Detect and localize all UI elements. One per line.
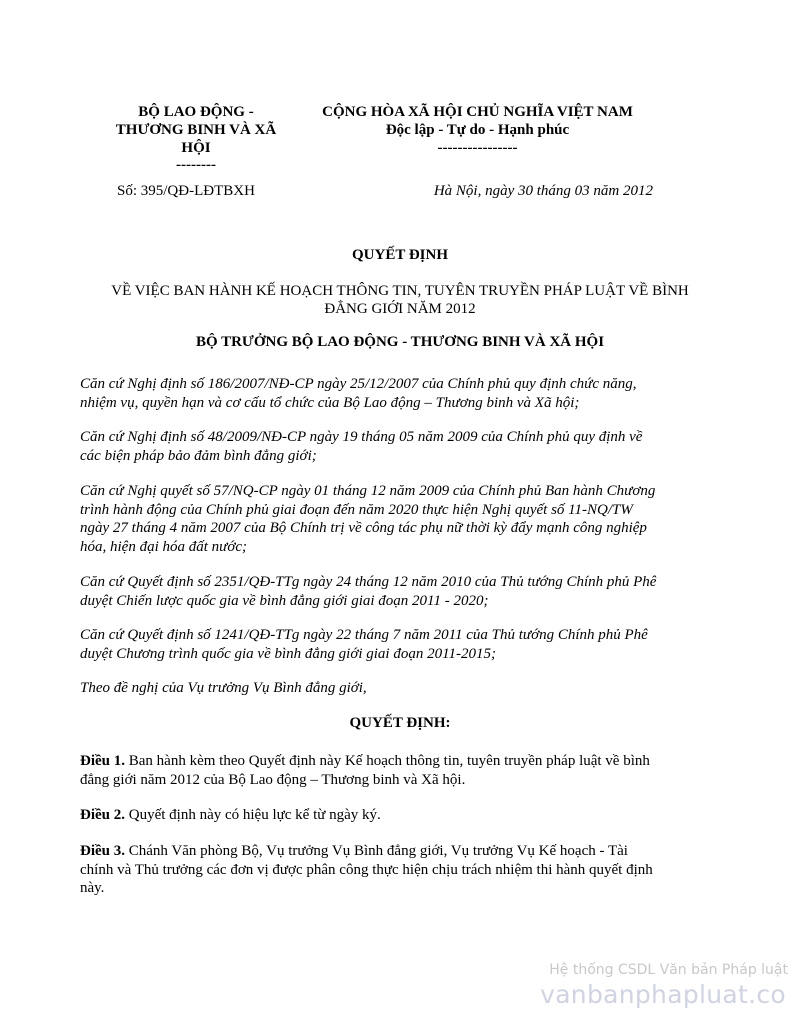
agency-divider: -------- [176, 157, 216, 173]
document-subtitle [80, 282, 720, 318]
national-title: CỘNG HÒA XÃ HỘI CHỦ NGHĨA VIỆT NAM [322, 104, 633, 120]
article-text: chính và Thủ trưởng các đơn vị được phân công thực hiện chịu trách nhiệm thi hành quyết định [80, 861, 653, 878]
article-3 [80, 842, 725, 898]
preamble-line: duyệt Chiến lược quốc gia về bình đẳng giới giai đoạn 2011 - 2020; [80, 592, 489, 609]
article-1 [80, 752, 725, 789]
agency-name-line1: BỘ LAO ĐỘNG - [138, 104, 254, 120]
article-text: đẳng giới năm 2012 của Bộ Lao động – Thương binh và Xã hội. [80, 771, 466, 788]
document-title: QUYẾT ĐỊNH [352, 247, 448, 263]
document-number: Số: 395/QĐ-LĐTBXH [117, 183, 255, 199]
preamble-line: Căn cứ Nghị quyết số 57/NQ-CP ngày 01 tháng 12 năm 2009 của Chính phủ Ban hành Chương [80, 483, 656, 499]
article-label: Điều 1. [80, 753, 125, 769]
article-text: này. [80, 880, 105, 897]
subtitle-line: ĐẲNG GIỚI NĂM 2012 [324, 301, 476, 317]
agency-name-line2: THƯƠNG BINH VÀ XÃ [115, 122, 277, 138]
article-text: Ban hành kèm theo Quyết định này Kế hoạch thông tin, tuyên truyền pháp luật về bình [128, 753, 650, 769]
preamble-line: trình hành động của Chính phủ giai đoạn đến năm 2020 thực hiện Nghị quyết số 11-NQ/TW [80, 501, 633, 518]
article-2 [80, 806, 725, 825]
agency-name-line3: HỘI [181, 140, 211, 156]
preamble-paragraph [80, 375, 725, 412]
preamble-line: các biện pháp bảo đảm bình đẳng giới; [80, 447, 317, 464]
article-label: Điều 2. [80, 807, 125, 823]
preamble-line: Căn cứ Quyết định số 2351/QĐ-TTg ngày 24 tháng 12 năm 2010 của Thủ tướng Chính phủ Phê [80, 574, 657, 590]
article-label: Điều 3. [80, 843, 125, 859]
document-date: Hà Nội, ngày 30 tháng 03 năm 2012 [433, 183, 653, 199]
preamble-paragraph [80, 573, 725, 610]
watermark-site: vanbanphapluat.co [540, 980, 786, 1009]
preamble-line: nhiệm vụ, quyền hạn và cơ cấu tổ chức của Bộ Lao động – Thương binh và Xã hội; [80, 394, 580, 411]
preamble-line: Căn cứ Nghị định số 48/2009/NĐ-CP ngày 19 tháng 05 năm 2009 của Chính phủ quy định về [80, 429, 643, 445]
national-divider: ---------------- [437, 140, 518, 156]
preamble-paragraph [80, 626, 725, 663]
preamble-paragraph [80, 679, 725, 698]
preamble-paragraph [80, 428, 725, 465]
preamble-line: duyệt Chương trình quốc gia về bình đẳng giới giai đoạn 2011-2015; [80, 645, 496, 662]
preamble-line: Theo đề nghị của Vụ trưởng Vụ Bình đẳng giới, [80, 680, 367, 696]
preamble-line: Căn cứ Nghị định số 186/2007/NĐ-CP ngày 25/12/2007 của Chính phủ quy định chức năng, [80, 376, 637, 392]
national-motto: Độc lập - Tự do - Hạnh phúc [385, 122, 570, 138]
preamble-line: hóa, hiện đại hóa đất nước; [80, 538, 247, 555]
preamble-line: ngày 27 tháng 4 năm 2007 của Bộ Chính trị về công tác phụ nữ thời kỳ đẩy mạnh công nghiệp [80, 520, 647, 537]
watermark-caption: Hệ thống CSDL Văn bản Pháp luật [549, 962, 788, 978]
preamble-paragraph [80, 482, 725, 556]
preamble-line: Căn cứ Quyết định số 1241/QĐ-TTg ngày 22 tháng 7 năm 2011 của Thủ tướng Chính phủ Phê [80, 627, 648, 643]
decision-heading: QUYẾT ĐỊNH: [349, 715, 451, 731]
article-text: Quyết định này có hiệu lực kể từ ngày ký. [128, 807, 381, 823]
article-text: Chánh Văn phòng Bộ, Vụ trưởng Vụ Bình đẳng giới, Vụ trưởng Vụ Kế hoạch - Tài [128, 843, 628, 859]
issuing-authority: BỘ TRƯỞNG BỘ LAO ĐỘNG - THƯƠNG BINH VÀ XÃ HỘI [195, 334, 605, 350]
subtitle-line: VỀ VIỆC BAN HÀNH KẾ HOẠCH THÔNG TIN, TUYÊN TRUYỀN PHÁP LUẬT VỀ BÌNH [111, 283, 689, 299]
